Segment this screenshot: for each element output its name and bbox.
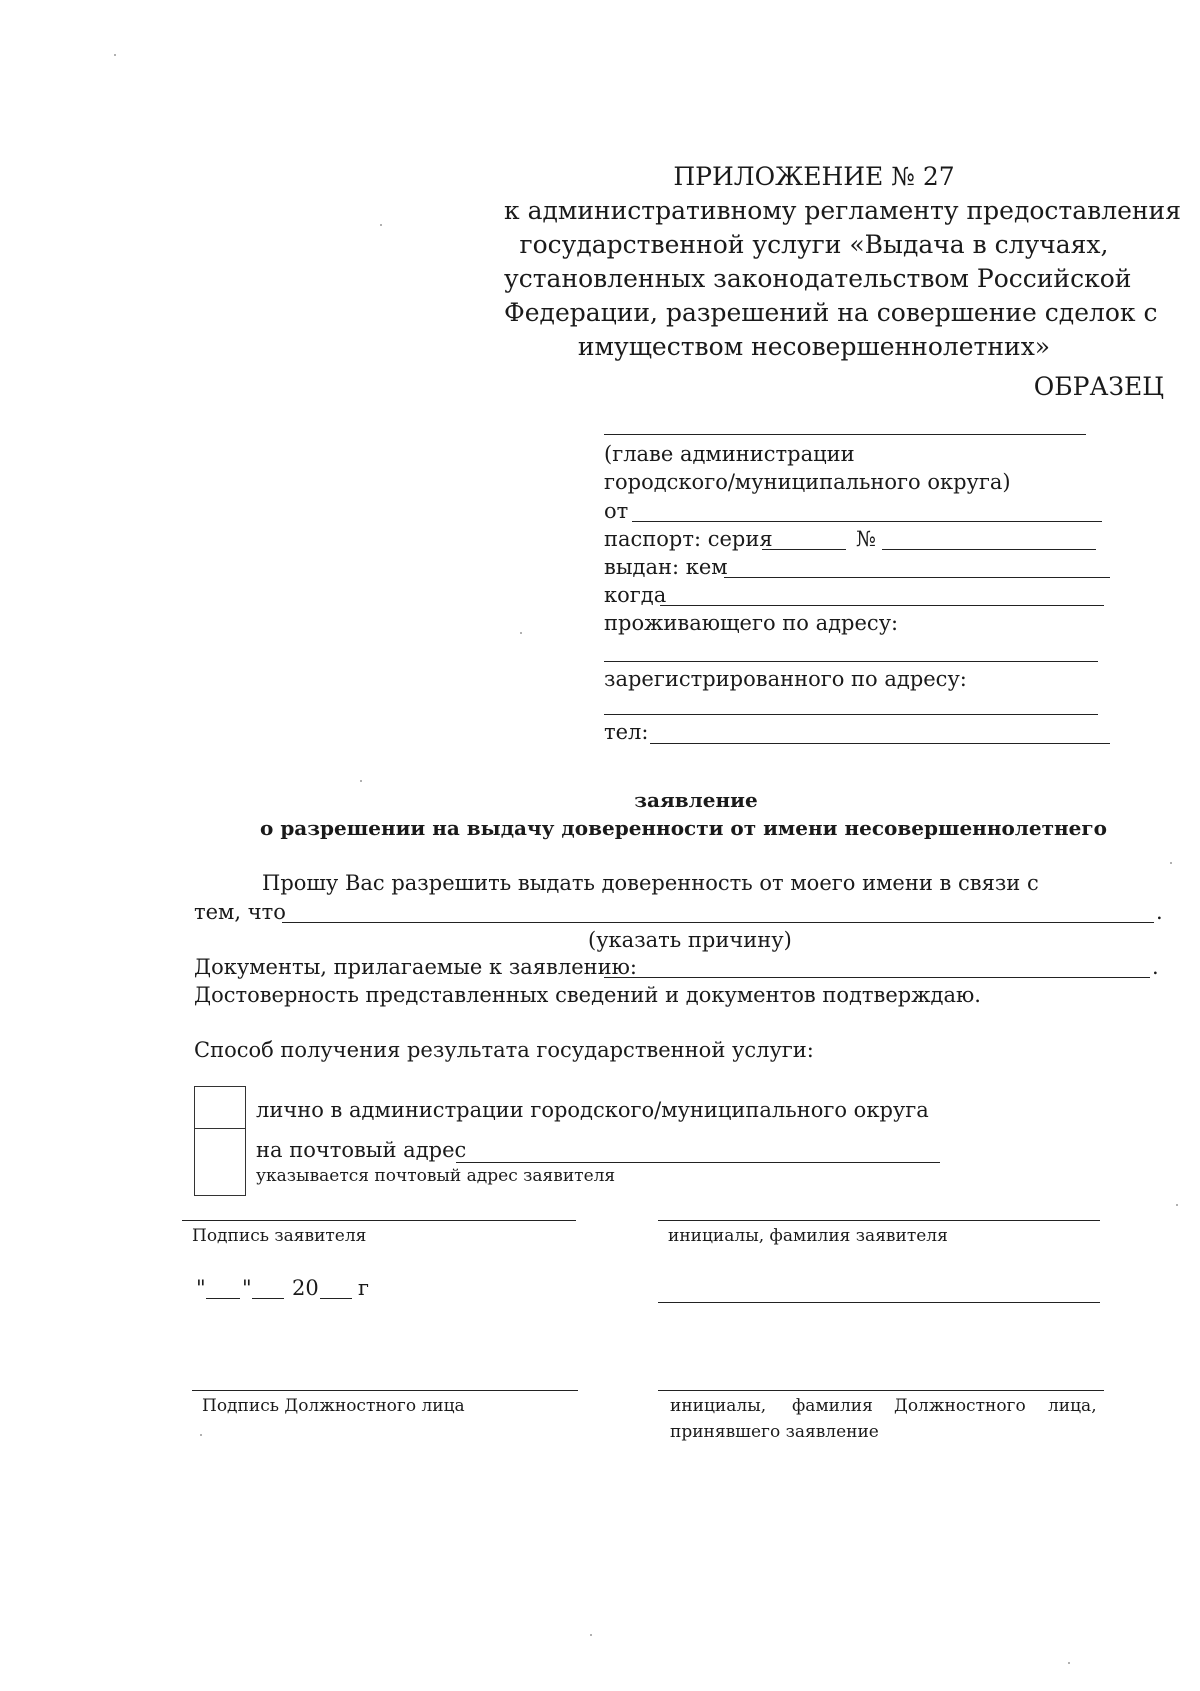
document-subtitle: о разрешении на выдачу доверенности от имени несовершеннолетнего xyxy=(260,816,1107,840)
residence-address-line[interactable] xyxy=(604,661,1098,662)
passport-series-label: паспорт: серия xyxy=(604,527,773,551)
official-signature-label: Подпись Должностного лица xyxy=(202,1396,465,1416)
official-name-word-3: Должностного xyxy=(894,1396,1026,1416)
documents-label: Документы, прилагаемые к заявлению: xyxy=(194,955,637,979)
scan-speck xyxy=(520,632,522,634)
applicant-name-line[interactable] xyxy=(658,1220,1100,1221)
addressee-name-line[interactable] xyxy=(604,434,1086,435)
applicant-name-second-line[interactable] xyxy=(658,1302,1100,1303)
in-person-checkbox[interactable] xyxy=(194,1086,246,1130)
delivery-method-label: Способ получения результата государственной услуги: xyxy=(194,1038,814,1062)
scan-speck xyxy=(380,224,382,226)
scan-speck xyxy=(1170,862,1172,864)
header-line-4: Федерации, разрешений на совершение сделок с xyxy=(504,298,1158,327)
sample-mark: ОБРАЗЕЦ xyxy=(1033,372,1164,401)
header-line-2: государственной услуги «Выдача в случаях, xyxy=(519,230,1109,259)
registration-address-line[interactable] xyxy=(604,714,1098,715)
date-month-line[interactable] xyxy=(252,1298,284,1299)
scan-speck xyxy=(200,1434,202,1436)
official-name-word-2: фамилия xyxy=(792,1396,873,1416)
reason-line[interactable] xyxy=(282,922,1154,923)
passport-number-line[interactable] xyxy=(882,549,1096,550)
mail-address-line[interactable] xyxy=(456,1162,940,1163)
mail-option-label: на почтовый адрес xyxy=(256,1138,467,1162)
date-year-prefix: 20 xyxy=(292,1276,319,1300)
in-person-option-label: лично в администрации городского/муниципального округа xyxy=(256,1098,929,1122)
reason-period: . xyxy=(1156,900,1163,924)
mail-address-hint: указывается почтовый адрес заявителя xyxy=(256,1166,616,1186)
from-label: от xyxy=(604,499,629,523)
official-name-word-4: лица, xyxy=(1048,1396,1097,1416)
documents-period: . xyxy=(1152,955,1159,979)
issue-date-label: когда xyxy=(604,583,667,607)
from-field-line[interactable] xyxy=(632,521,1102,522)
addressee-head-label: (главе администрации xyxy=(604,442,855,466)
scan-speck xyxy=(590,1634,592,1636)
official-name-word-1: инициалы, xyxy=(670,1396,767,1416)
appendix-number: ПРИЛОЖЕНИЕ № 27 xyxy=(673,162,955,191)
official-name-line2: принявшего заявление xyxy=(670,1422,879,1442)
applicant-name-label: инициалы, фамилия заявителя xyxy=(668,1226,948,1246)
official-name-line[interactable] xyxy=(658,1390,1104,1391)
residence-address-label: проживающего по адресу: xyxy=(604,611,899,635)
registration-address-label: зарегистрированного по адресу: xyxy=(604,667,967,691)
issue-date-line[interactable] xyxy=(660,605,1104,606)
issued-by-line[interactable] xyxy=(724,577,1110,578)
date-quote-open: " xyxy=(196,1276,206,1300)
passport-number-label: № xyxy=(856,527,876,551)
passport-series-line[interactable] xyxy=(762,549,846,550)
phone-label: тел: xyxy=(604,720,649,744)
confirmation-text: Достоверность представленных сведений и документов подтверждаю. xyxy=(194,983,981,1007)
document-title: заявление xyxy=(634,788,758,812)
issued-by-label: выдан: кем xyxy=(604,555,728,579)
official-signature-line[interactable] xyxy=(192,1390,578,1391)
scan-speck xyxy=(1176,1204,1178,1206)
applicant-signature-line[interactable] xyxy=(182,1220,576,1221)
date-year-line[interactable] xyxy=(320,1298,352,1299)
reason-hint: (указать причину) xyxy=(588,928,792,952)
scan-speck xyxy=(114,54,116,56)
applicant-signature-label: Подпись заявителя xyxy=(192,1226,367,1246)
date-year-suffix: г xyxy=(358,1276,370,1300)
phone-line[interactable] xyxy=(650,743,1110,744)
date-day-line[interactable] xyxy=(206,1298,240,1299)
date-quote-close: " xyxy=(242,1276,252,1300)
request-text-line1: Прошу Вас разрешить выдать доверенность от моего имени в связи с xyxy=(262,871,1039,895)
header-line-3: установленных законодательством Российской xyxy=(504,264,1132,293)
scan-speck xyxy=(360,780,362,782)
mail-checkbox[interactable] xyxy=(194,1128,246,1196)
addressee-district-label: городского/муниципального округа) xyxy=(604,470,1011,494)
header-line-5: имуществом несовершеннолетних» xyxy=(577,332,1051,361)
request-text-line2: тем, что xyxy=(194,900,286,924)
header-line-1: к административному регламенту предоставления xyxy=(504,196,1181,225)
documents-line[interactable] xyxy=(604,977,1150,978)
scan-speck xyxy=(1068,1662,1070,1664)
